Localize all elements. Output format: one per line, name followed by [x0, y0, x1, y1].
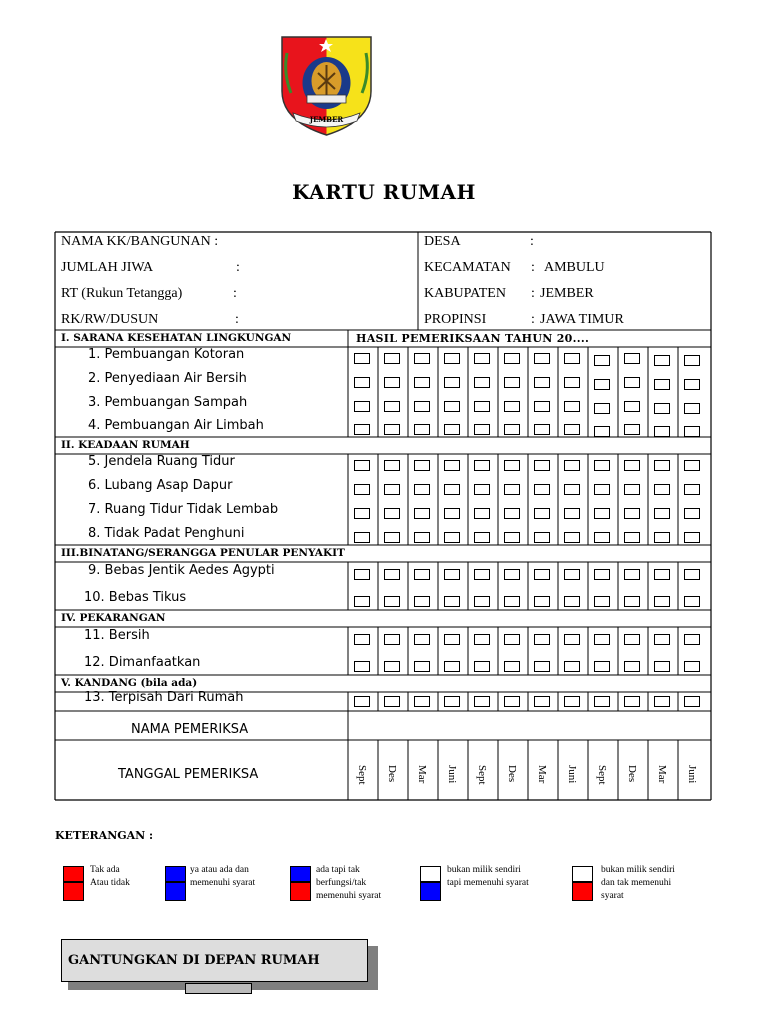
checkbox-item-3-col-3[interactable]	[414, 401, 430, 412]
checkbox-item-3-col-8[interactable]	[564, 401, 580, 412]
legend-swatch-top-2	[165, 866, 186, 882]
item-4: 4. Pembuangan Air Limbah	[88, 418, 264, 433]
checkbox-item-9-col-2[interactable]	[384, 569, 400, 580]
checkbox-item-6-col-8[interactable]	[564, 484, 580, 495]
item-3: 3. Pembuangan Sampah	[88, 395, 248, 410]
month-label-4: Juni	[446, 765, 458, 784]
checkbox-item-9-col-4[interactable]	[444, 569, 460, 580]
hang-label: GANTUNGKAN DI DEPAN RUMAH	[68, 953, 320, 968]
item-9: 9. Bebas Jentik Aedes Agypti	[88, 563, 275, 578]
checkbox-item-9-col-11[interactable]	[654, 569, 670, 580]
checkbox-item-13-col-11[interactable]	[654, 696, 670, 707]
checkbox-item-12-col-3[interactable]	[414, 661, 430, 672]
checkbox-item-8-col-6[interactable]	[504, 532, 520, 543]
legend-text-2-line-2: memenuhi syarat	[190, 878, 256, 888]
item-7: 7. Ruang Tidur Tidak Lembab	[88, 502, 279, 517]
checkbox-item-13-col-9[interactable]	[594, 696, 610, 707]
checkbox-item-8-col-9[interactable]	[594, 532, 610, 543]
checkbox-item-11-col-11[interactable]	[654, 634, 670, 645]
legend-text-3-line-1: ada tapi tak	[316, 865, 360, 875]
checkbox-item-5-col-8[interactable]	[564, 460, 580, 471]
checkbox-item-4-col-11[interactable]	[654, 426, 670, 437]
month-label-3: Mar	[416, 765, 428, 784]
checkbox-item-2-col-8[interactable]	[564, 377, 580, 388]
item-10: 10. Bebas Tikus	[84, 590, 187, 605]
legend-swatch-bottom-5	[572, 882, 593, 901]
checkbox-item-9-col-6[interactable]	[504, 569, 520, 580]
checkbox-item-1-col-3[interactable]	[414, 353, 430, 364]
checkbox-item-4-col-5[interactable]	[474, 424, 490, 435]
legend-swatch-bottom-1	[63, 882, 84, 901]
checkbox-item-8-col-5[interactable]	[474, 532, 490, 543]
checkbox-item-11-col-9[interactable]	[594, 634, 610, 645]
checkbox-item-9-col-8[interactable]	[564, 569, 580, 580]
checkbox-item-12-col-12[interactable]	[684, 661, 700, 672]
legend-text-3-line-2: berfungsi/tak	[316, 878, 367, 888]
checkbox-item-1-col-8[interactable]	[564, 353, 580, 364]
hang-tab	[185, 983, 252, 994]
checkbox-item-11-col-10[interactable]	[624, 634, 640, 645]
checkbox-item-7-col-11[interactable]	[654, 508, 670, 519]
item-1: 1. Pembuangan Kotoran	[88, 347, 245, 362]
checkbox-item-1-col-7[interactable]	[534, 353, 550, 364]
checkbox-item-10-col-7[interactable]	[534, 596, 550, 607]
checkbox-item-8-col-8[interactable]	[564, 532, 580, 543]
checkbox-item-11-col-8[interactable]	[564, 634, 580, 645]
rt-colon: :	[233, 286, 237, 301]
section-title-4: IV. PEKARANGAN	[61, 612, 166, 624]
checkbox-item-11-col-7[interactable]	[534, 634, 550, 645]
month-label-1: Sept	[356, 765, 368, 785]
checkbox-item-6-col-9[interactable]	[594, 484, 610, 495]
checkbox-item-8-col-2[interactable]	[384, 532, 400, 543]
checkbox-item-2-col-2[interactable]	[384, 377, 400, 388]
checkbox-item-6-col-12[interactable]	[684, 484, 700, 495]
checkbox-item-5-col-10[interactable]	[624, 460, 640, 471]
item-11: 11. Bersih	[84, 628, 150, 643]
checkbox-item-10-col-1[interactable]	[354, 596, 370, 607]
month-label-5: Sept	[476, 765, 488, 785]
checkbox-item-1-col-11[interactable]	[654, 355, 670, 366]
propinsi-colon: :	[531, 312, 535, 327]
checkbox-item-11-col-5[interactable]	[474, 634, 490, 645]
rk-label: RK/RW/DUSUN	[61, 312, 159, 327]
checkbox-item-5-col-7[interactable]	[534, 460, 550, 471]
checkbox-item-1-col-12[interactable]	[684, 355, 700, 366]
checkbox-item-7-col-10[interactable]	[624, 508, 640, 519]
kabupaten-colon: :	[531, 286, 535, 301]
month-label-7: Mar	[536, 765, 548, 784]
checkbox-item-12-col-7[interactable]	[534, 661, 550, 672]
checkbox-item-8-col-4[interactable]	[444, 532, 460, 543]
checkbox-item-11-col-6[interactable]	[504, 634, 520, 645]
checkbox-item-7-col-12[interactable]	[684, 508, 700, 519]
section-title-5: V. KANDANG (bila ada)	[61, 677, 198, 689]
hang-label-box	[61, 939, 368, 982]
checkbox-item-6-col-5[interactable]	[474, 484, 490, 495]
jumlah-jiwa-label: JUMLAH JIWA	[61, 260, 154, 275]
tanggal-pemeriksa-label: TANGGAL PEMERIKSA	[118, 767, 259, 782]
checkbox-item-8-col-11[interactable]	[654, 532, 670, 543]
legend-swatch-top-3	[290, 866, 311, 882]
checkbox-item-9-col-10[interactable]	[624, 569, 640, 580]
checkbox-item-1-col-2[interactable]	[384, 353, 400, 364]
checkbox-item-6-col-4[interactable]	[444, 484, 460, 495]
checkbox-item-13-col-7[interactable]	[534, 696, 550, 707]
checkbox-item-4-col-4[interactable]	[444, 424, 460, 435]
checkbox-item-13-col-3[interactable]	[414, 696, 430, 707]
checkbox-item-12-col-2[interactable]	[384, 661, 400, 672]
keterangan-title: KETERANGAN :	[55, 829, 154, 842]
desa-colon: :	[530, 234, 534, 249]
item-8: 8. Tidak Padat Penghuni	[88, 526, 245, 541]
checkbox-item-2-col-11[interactable]	[654, 379, 670, 390]
checkbox-item-3-col-11[interactable]	[654, 403, 670, 414]
checkbox-item-3-col-1[interactable]	[354, 401, 370, 412]
kecamatan-colon: :	[531, 260, 535, 275]
checkbox-item-9-col-1[interactable]	[354, 569, 370, 580]
checkbox-item-7-col-9[interactable]	[594, 508, 610, 519]
section-title-1: I. SARANA KESEHATAN LINGKUNGAN	[61, 332, 292, 344]
month-label-8: Juni	[566, 765, 578, 784]
legend-swatch-top-1	[63, 866, 84, 882]
checkbox-item-11-col-3[interactable]	[414, 634, 430, 645]
checkbox-item-1-col-5[interactable]	[474, 353, 490, 364]
checkbox-item-13-col-1[interactable]	[354, 696, 370, 707]
checkbox-item-4-col-2[interactable]	[384, 424, 400, 435]
checkbox-item-5-col-5[interactable]	[474, 460, 490, 471]
propinsi-value: JAWA TIMUR	[540, 312, 624, 327]
checkbox-item-5-col-2[interactable]	[384, 460, 400, 471]
checkbox-item-6-col-6[interactable]	[504, 484, 520, 495]
checkbox-item-7-col-4[interactable]	[444, 508, 460, 519]
rt-label: RT (Rukun Tetangga)	[61, 286, 183, 301]
checkbox-item-13-col-2[interactable]	[384, 696, 400, 707]
legend-swatch-top-5	[572, 866, 593, 882]
kabupaten-value: JEMBER	[540, 286, 594, 301]
checkbox-item-13-col-12[interactable]	[684, 696, 700, 707]
checkbox-item-1-col-6[interactable]	[504, 353, 520, 364]
kabupaten-label: KABUPATEN	[424, 286, 506, 301]
checkbox-item-10-col-9[interactable]	[594, 596, 610, 607]
checkbox-item-10-col-11[interactable]	[654, 596, 670, 607]
checkbox-item-11-col-4[interactable]	[444, 634, 460, 645]
checkbox-item-13-col-5[interactable]	[474, 696, 490, 707]
month-label-6: Des	[506, 765, 518, 783]
checkbox-item-10-col-2[interactable]	[384, 596, 400, 607]
legend-text-3-line-3: memenuhi syarat	[316, 891, 382, 901]
checkbox-item-4-col-7[interactable]	[534, 424, 550, 435]
checkbox-item-12-col-1[interactable]	[354, 661, 370, 672]
legend-text-5-line-3: syarat	[601, 891, 624, 901]
page-title: KARTU RUMAH	[292, 180, 476, 204]
propinsi-label: PROPINSI	[424, 312, 487, 327]
legend-text-1-line-1: Tak ada	[90, 865, 120, 875]
checkbox-item-2-col-10[interactable]	[624, 377, 640, 388]
checkbox-item-13-col-4[interactable]	[444, 696, 460, 707]
checkbox-item-4-col-12[interactable]	[684, 426, 700, 437]
logo-text: JEMBER	[309, 115, 344, 124]
checkbox-item-2-col-9[interactable]	[594, 379, 610, 390]
checkbox-item-5-col-12[interactable]	[684, 460, 700, 471]
checkbox-item-4-col-1[interactable]	[354, 424, 370, 435]
checkbox-item-8-col-3[interactable]	[414, 532, 430, 543]
rk-colon: :	[235, 312, 239, 327]
checkbox-item-4-col-8[interactable]	[564, 424, 580, 435]
item-13: 13. Terpisah Dari Rumah	[84, 690, 244, 705]
checkbox-item-10-col-3[interactable]	[414, 596, 430, 607]
checkbox-item-10-col-5[interactable]	[474, 596, 490, 607]
checkbox-item-12-col-8[interactable]	[564, 661, 580, 672]
checkbox-item-12-col-10[interactable]	[624, 661, 640, 672]
checkbox-item-13-col-6[interactable]	[504, 696, 520, 707]
checkbox-item-9-col-12[interactable]	[684, 569, 700, 580]
checkbox-item-2-col-5[interactable]	[474, 377, 490, 388]
checkbox-item-2-col-4[interactable]	[444, 377, 460, 388]
checkbox-item-11-col-1[interactable]	[354, 634, 370, 645]
legend-text-5-line-1: bukan milik sendiri	[601, 865, 675, 875]
kecamatan-value: AMBULU	[544, 260, 605, 275]
checkbox-item-7-col-6[interactable]	[504, 508, 520, 519]
item-5: 5. Jendela Ruang Tidur	[88, 454, 235, 469]
checkbox-item-8-col-7[interactable]	[534, 532, 550, 543]
checkbox-item-5-col-1[interactable]	[354, 460, 370, 471]
legend-text-5-line-2: dan tak memenuhi	[601, 878, 672, 888]
checkbox-item-3-col-10[interactable]	[624, 401, 640, 412]
legend-swatch-bottom-2	[165, 882, 186, 901]
checkbox-item-12-col-11[interactable]	[654, 661, 670, 672]
section-title-2: II. KEADAAN RUMAH	[61, 439, 190, 451]
checkbox-item-5-col-3[interactable]	[414, 460, 430, 471]
hasil-pemeriksaan-label: HASIL PEMERIKSAAN TAHUN 20....	[356, 332, 590, 345]
month-label-11: Mar	[656, 765, 668, 784]
month-label-10: Des	[626, 765, 638, 783]
checkbox-item-10-col-4[interactable]	[444, 596, 460, 607]
checkbox-item-3-col-6[interactable]	[504, 401, 520, 412]
section-title-3: III.BINATANG/SERANGGA PENULAR PENYAKIT	[61, 547, 345, 559]
checkbox-item-4-col-6[interactable]	[504, 424, 520, 435]
legend-text-1-line-2: Atau tidak	[90, 878, 130, 888]
checkbox-item-11-col-2[interactable]	[384, 634, 400, 645]
legend-text-4-line-1: bukan milik sendiri	[447, 865, 521, 875]
jumlah-jiwa-colon: :	[236, 260, 240, 275]
legend-swatch-bottom-3	[290, 882, 311, 901]
checkbox-item-8-col-1[interactable]	[354, 532, 370, 543]
checkbox-item-13-col-10[interactable]	[624, 696, 640, 707]
item-12: 12. Dimanfaatkan	[84, 655, 201, 670]
month-label-9: Sept	[596, 765, 608, 785]
checkbox-item-2-col-7[interactable]	[534, 377, 550, 388]
nama-pemeriksa-label: NAMA PEMERIKSA	[131, 722, 249, 737]
checkbox-item-12-col-6[interactable]	[504, 661, 520, 672]
checkbox-item-3-col-4[interactable]	[444, 401, 460, 412]
legend-swatch-bottom-4	[420, 882, 441, 901]
checkbox-item-3-col-5[interactable]	[474, 401, 490, 412]
checkbox-item-2-col-12[interactable]	[684, 379, 700, 390]
checkbox-item-6-col-1[interactable]	[354, 484, 370, 495]
checkbox-item-6-col-10[interactable]	[624, 484, 640, 495]
checkbox-item-7-col-5[interactable]	[474, 508, 490, 519]
checkbox-item-7-col-7[interactable]	[534, 508, 550, 519]
checkbox-item-10-col-12[interactable]	[684, 596, 700, 607]
checkbox-item-2-col-1[interactable]	[354, 377, 370, 388]
nama-kk-label: NAMA KK/BANGUNAN :	[61, 234, 219, 249]
checkbox-item-13-col-8[interactable]	[564, 696, 580, 707]
checkbox-item-3-col-12[interactable]	[684, 403, 700, 414]
checkbox-item-9-col-9[interactable]	[594, 569, 610, 580]
desa-label: DESA	[424, 234, 461, 249]
checkbox-item-6-col-11[interactable]	[654, 484, 670, 495]
checkbox-item-7-col-2[interactable]	[384, 508, 400, 519]
checkbox-item-5-col-11[interactable]	[654, 460, 670, 471]
checkbox-item-9-col-7[interactable]	[534, 569, 550, 580]
month-label-12: Juni	[686, 765, 698, 784]
legend-swatch-top-4	[420, 866, 441, 882]
checkbox-item-2-col-6[interactable]	[504, 377, 520, 388]
checkbox-item-1-col-9[interactable]	[594, 355, 610, 366]
item-2: 2. Penyediaan Air Bersih	[88, 371, 247, 386]
checkbox-item-5-col-6[interactable]	[504, 460, 520, 471]
checkbox-item-7-col-1[interactable]	[354, 508, 370, 519]
checkbox-item-10-col-10[interactable]	[624, 596, 640, 607]
checkbox-item-10-col-8[interactable]	[564, 596, 580, 607]
checkbox-item-5-col-9[interactable]	[594, 460, 610, 471]
checkbox-item-8-col-12[interactable]	[684, 532, 700, 543]
checkbox-item-5-col-4[interactable]	[444, 460, 460, 471]
legend-text-2-line-1: ya atau ada dan	[190, 865, 249, 875]
checkbox-item-4-col-9[interactable]	[594, 426, 610, 437]
legend-text-4-line-2: tapi memenuhi syarat	[447, 878, 529, 888]
checkbox-item-7-col-8[interactable]	[564, 508, 580, 519]
kecamatan-label: KECAMATAN	[424, 260, 511, 275]
checkbox-item-9-col-5[interactable]	[474, 569, 490, 580]
checkbox-item-8-col-10[interactable]	[624, 532, 640, 543]
checkbox-item-3-col-2[interactable]	[384, 401, 400, 412]
item-6: 6. Lubang Asap Dapur	[88, 478, 233, 493]
checkbox-item-7-col-3[interactable]	[414, 508, 430, 519]
checkbox-item-6-col-2[interactable]	[384, 484, 400, 495]
checkbox-item-4-col-10[interactable]	[624, 424, 640, 435]
checkbox-item-1-col-1[interactable]	[354, 353, 370, 364]
checkbox-item-11-col-12[interactable]	[684, 634, 700, 645]
checkbox-item-4-col-3[interactable]	[414, 424, 430, 435]
checkbox-item-6-col-7[interactable]	[534, 484, 550, 495]
checkbox-item-1-col-4[interactable]	[444, 353, 460, 364]
checkbox-item-6-col-3[interactable]	[414, 484, 430, 495]
checkbox-item-3-col-7[interactable]	[534, 401, 550, 412]
checkbox-item-1-col-10[interactable]	[624, 353, 640, 364]
checkbox-item-12-col-5[interactable]	[474, 661, 490, 672]
checkbox-item-2-col-3[interactable]	[414, 377, 430, 388]
checkbox-item-10-col-6[interactable]	[504, 596, 520, 607]
checkbox-item-12-col-9[interactable]	[594, 661, 610, 672]
month-label-2: Des	[386, 765, 398, 783]
checkbox-item-12-col-4[interactable]	[444, 661, 460, 672]
checkbox-item-9-col-3[interactable]	[414, 569, 430, 580]
checkbox-item-3-col-9[interactable]	[594, 403, 610, 414]
